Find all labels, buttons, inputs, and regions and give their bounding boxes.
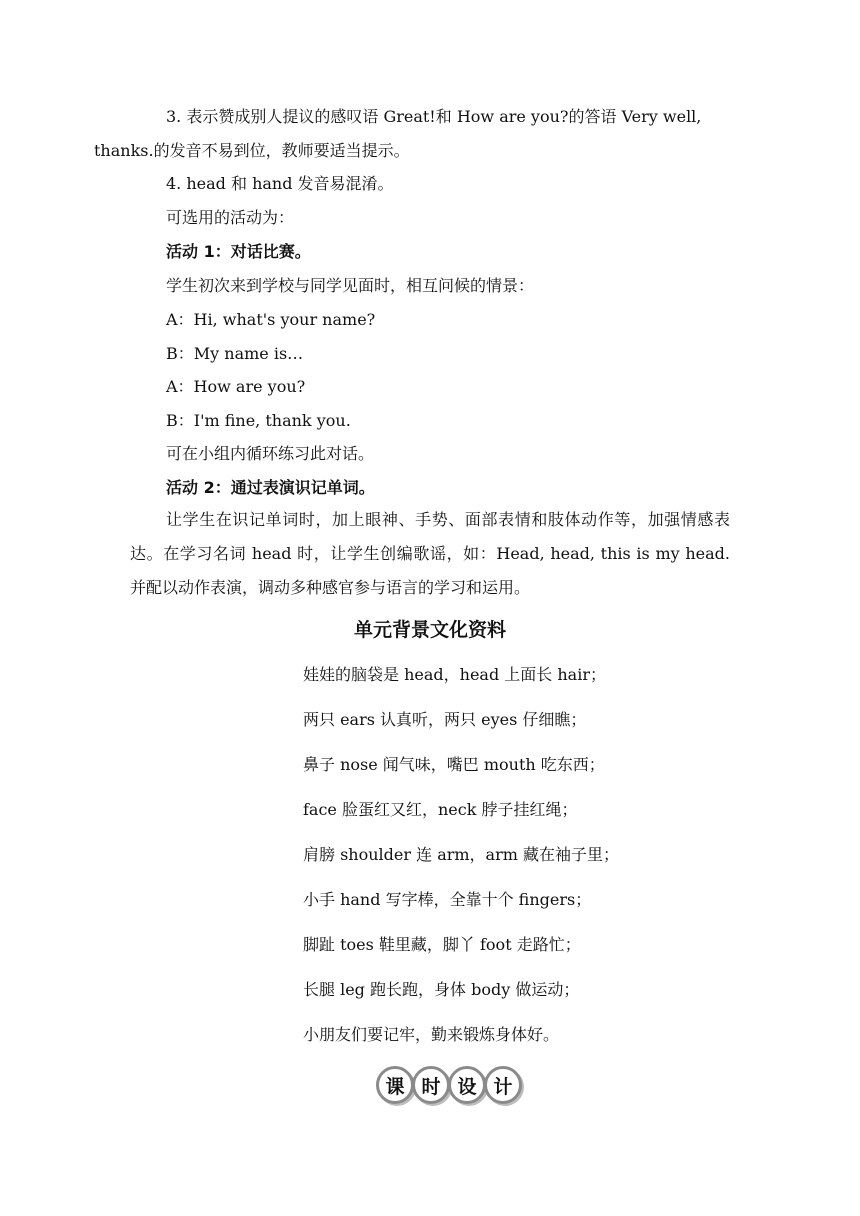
note-item-3 bbox=[94, 100, 730, 168]
poem-line: 小朋友们要记牢，勤来锻炼身体好。 bbox=[303, 1025, 560, 1044]
poem-line: 小手 hand 写字棒，全靠十个 fingers； bbox=[303, 890, 592, 909]
activity-2-title: 活动 2：通过表演识记单词。 bbox=[166, 478, 375, 497]
poem-line: 娃娃的脑袋是 head，head 上面长 hair； bbox=[303, 665, 606, 684]
poem-line: 脚趾 toes 鞋里藏，脚丫 foot 走路忙； bbox=[303, 935, 581, 954]
activity-1-practice: 可在小组内循环练习此对话。 bbox=[166, 444, 375, 463]
activities-intro: 可选用的活动为： bbox=[166, 208, 295, 227]
lesson-design-badge bbox=[376, 1066, 522, 1108]
dialogue-line: A：Hi, what's your name? bbox=[166, 310, 376, 329]
culture-section-title: 单元背景文化资料 bbox=[353, 619, 506, 641]
badge-circle: 课 bbox=[376, 1066, 414, 1104]
poem-line: 肩膀 shoulder 连 arm，arm 藏在袖子里； bbox=[303, 845, 619, 864]
note-item-4: 4. head 和 hand 发音易混淆。 bbox=[166, 174, 394, 193]
note-item-3-line-1: 3. 表示赞成别人提议的感叹语 Great!和 How are you?的答语 Very well, bbox=[166, 107, 702, 126]
dialogue-line: B：I'm fine, thank you. bbox=[166, 411, 351, 430]
activity-1-title: 活动 1：对话比赛。 bbox=[166, 242, 311, 261]
activity-1-scenario: 学生初次来到学校与同学见面时，相互问候的情景： bbox=[166, 276, 535, 295]
poem-line: face 脸蛋红又红，neck 脖子挂红绳； bbox=[303, 800, 578, 819]
badge-circle: 时 bbox=[412, 1066, 450, 1104]
dialogue-line: B：My name is… bbox=[166, 344, 304, 363]
poem-line: 长腿 leg 跑长跑，身体 body 做运动； bbox=[303, 980, 580, 999]
poem-line: 两只 ears 认真听，两只 eyes 仔细瞧； bbox=[303, 710, 587, 729]
badge-circle: 设 bbox=[448, 1066, 486, 1104]
poem-line: 鼻子 nose 闻气味，嘴巴 mouth 吃东西； bbox=[303, 755, 605, 774]
note-item-3-line-2: thanks.的发音不易到位，教师要适当提示。 bbox=[94, 141, 410, 160]
badge-circle: 计 bbox=[484, 1066, 522, 1104]
activity-2-body: 让学生在识记单词时，加上眼神、手势、面部表情和肢体动作等，加强情感表达。在学习名词 head 时，让学生创编歌谣，如：Head, head, this is my head.并配以动作表演，调动多种感官参与语言的学习和运用。 bbox=[130, 510, 730, 597]
dialogue-line: A：How are you? bbox=[166, 377, 306, 396]
